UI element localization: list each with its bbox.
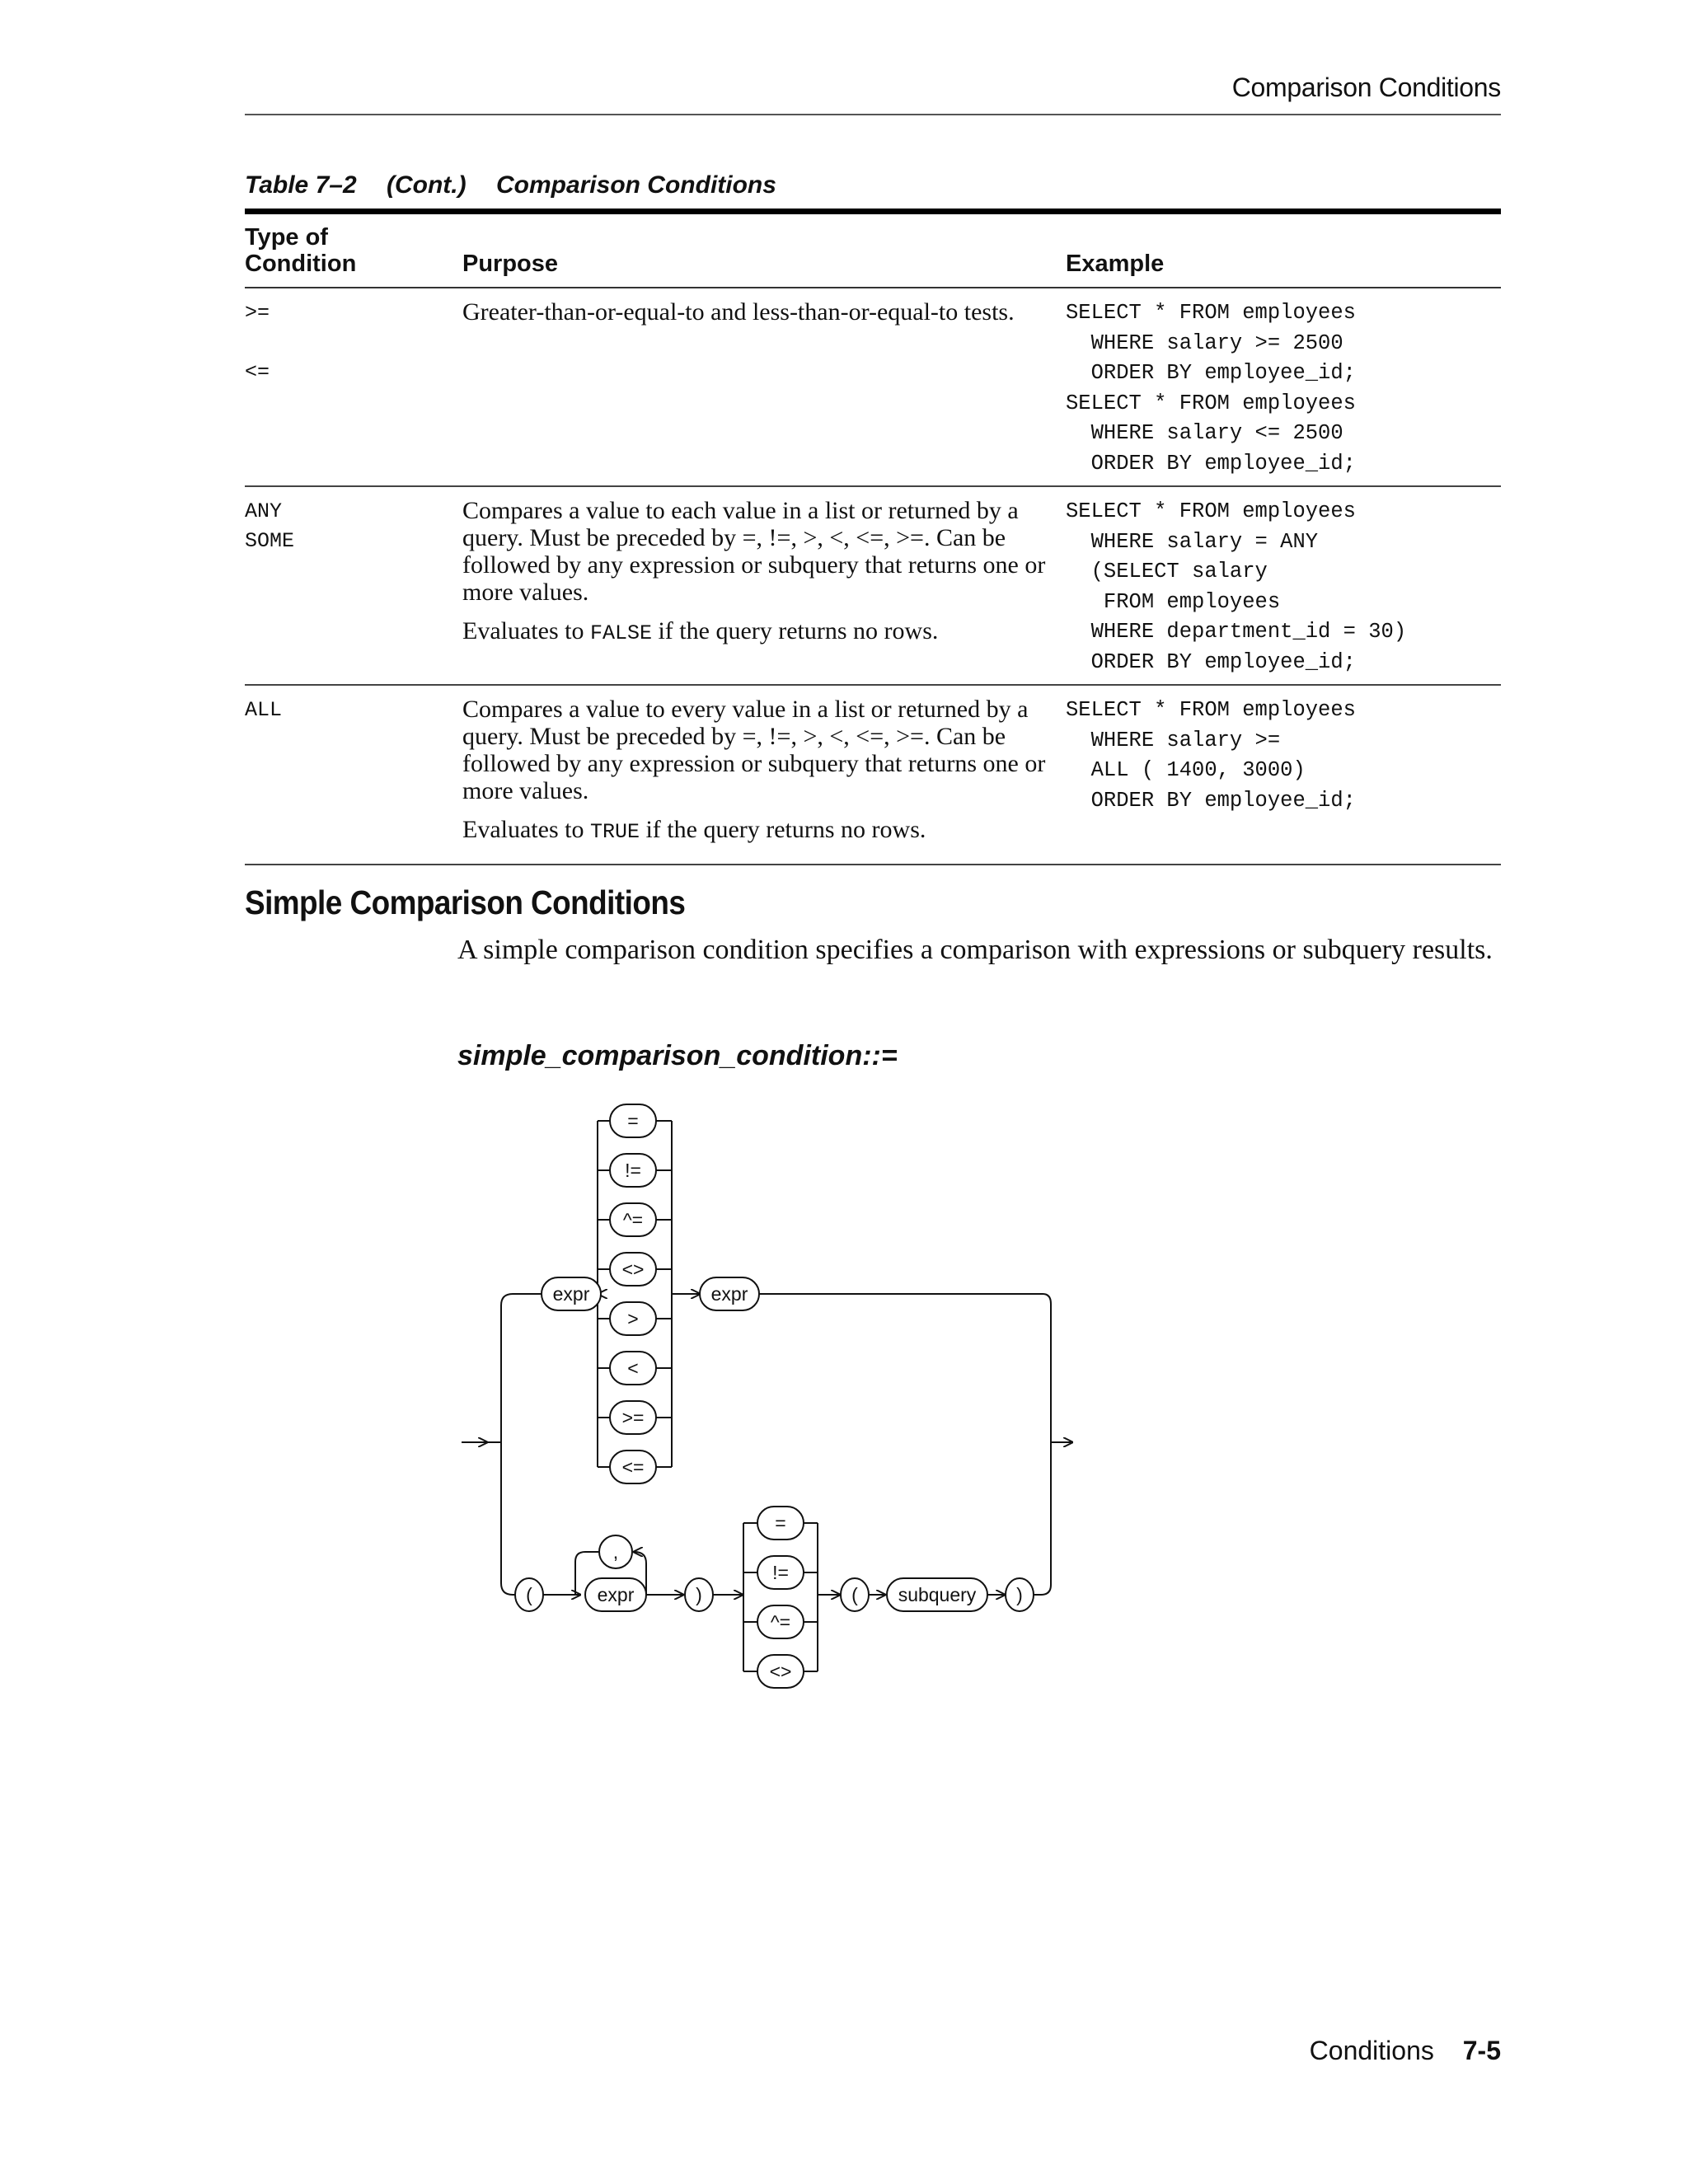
open-paren-node	[841, 1578, 869, 1611]
purpose-cell	[462, 486, 1066, 685]
open-paren-node-label: (	[851, 1584, 858, 1605]
example-cell	[1066, 685, 1501, 865]
operator-node-label: !=	[772, 1562, 789, 1583]
note-text: if the query returns no rows.	[639, 816, 926, 843]
condition-cell: ALL	[245, 698, 283, 722]
comma-node-label: ,	[612, 1541, 619, 1563]
purpose-text: Greater-than-or-equal-to and less-than-or-equal-to tests.	[462, 298, 1015, 326]
syntax-suffix: ::=	[862, 1040, 898, 1071]
close-paren-node	[685, 1578, 713, 1611]
header-type-line1: Type of	[245, 224, 328, 251]
header-type-line2: Condition	[245, 251, 357, 277]
operator-node-label: <	[627, 1357, 639, 1379]
operator-node-label: ^=	[622, 1209, 644, 1230]
note-keyword: FALSE	[589, 621, 652, 645]
purpose-cell	[462, 685, 1066, 865]
comma-node	[599, 1535, 632, 1568]
purpose-note	[462, 816, 1066, 846]
operator-node	[610, 1352, 656, 1385]
example-cell	[1066, 288, 1501, 486]
condition-cell: >= <=	[245, 301, 270, 384]
expr-node	[700, 1277, 759, 1310]
running-head: Comparison Conditions	[1231, 73, 1501, 102]
close-paren-node-label: )	[1016, 1584, 1023, 1605]
table-row	[245, 288, 1501, 486]
comparison-conditions-table	[245, 209, 1501, 865]
operator-node-label: >=	[621, 1407, 645, 1428]
header-purpose: Purpose	[462, 251, 559, 277]
page-footer	[1310, 2036, 1501, 2066]
expr-node-label: expr	[552, 1283, 590, 1305]
example-code: SELECT * FROM employees WHERE salary >= ALL ( 1400, 3000) ORDER BY employee_id;	[1066, 698, 1356, 813]
operator-node	[757, 1556, 804, 1589]
open-paren-node	[515, 1578, 543, 1611]
railroad-diagram	[445, 1088, 1104, 1714]
operator-node	[757, 1655, 804, 1688]
open-paren-node-label: (	[526, 1584, 532, 1605]
operator-node-label: !=	[625, 1160, 641, 1181]
condition-cell: ANY SOME	[245, 499, 295, 553]
operator-node	[610, 1253, 656, 1286]
expr-node	[542, 1277, 601, 1310]
merge-lower	[1034, 1442, 1051, 1595]
note-text: Evaluates to	[462, 816, 590, 843]
example-cell	[1066, 486, 1501, 685]
footer-chapter: Conditions	[1309, 2036, 1434, 2065]
operator-node	[610, 1104, 656, 1137]
operator-node-label: <>	[621, 1258, 645, 1280]
subquery-node	[887, 1578, 987, 1611]
note-keyword: TRUE	[589, 820, 640, 844]
merge-upper	[759, 1294, 1051, 1442]
syntax-name: simple_comparison_condition	[457, 1040, 863, 1071]
branch-lower	[501, 1442, 513, 1595]
operator-node-label: <>	[769, 1661, 792, 1682]
operator-node-label: ^=	[770, 1611, 791, 1633]
example-code: SELECT * FROM employees WHERE salary >= 2500 ORDER BY employee_id; SELECT * FROM employees WHERE salary <= 2500 ORDER BY employee_id;	[1066, 301, 1356, 476]
header-rule	[245, 114, 1501, 115]
expr-node-label: expr	[597, 1584, 635, 1605]
footer-page-number: 7-5	[1462, 2036, 1501, 2065]
purpose-cell	[462, 288, 1066, 486]
operator-node-label: =	[775, 1512, 786, 1534]
header-example: Example	[1066, 251, 1165, 277]
purpose-text: Compares a value to every value in a list or returned by a query. Must be preceded by =, !=, >, <, <=, >=. Can be followed by any expression or subquery that returns one or more values.	[462, 696, 1046, 804]
expr-node-label: expr	[710, 1283, 748, 1305]
expr-node	[585, 1578, 646, 1611]
operator-node-label: =	[627, 1110, 639, 1132]
operator-node	[757, 1605, 804, 1638]
table-header-row	[245, 212, 1501, 288]
operator-node	[610, 1401, 656, 1434]
table-row	[245, 685, 1501, 865]
table-caption-title: Comparison Conditions	[495, 171, 776, 199]
operator-node	[610, 1451, 656, 1483]
header-type-of-condition	[245, 212, 462, 288]
example-code: SELECT * FROM employees WHERE salary = ANY (SELECT salary FROM employees WHERE department_id = 30) ORDER BY employee_id;	[1066, 499, 1407, 674]
note-text: if the query returns no rows.	[651, 617, 939, 644]
section-intro: A simple comparison condition specifies a comparison with expressions or subquery results.	[457, 935, 1493, 965]
subquery-node-label: subquery	[898, 1584, 977, 1605]
close-paren-node-label: )	[696, 1584, 702, 1605]
operator-node	[757, 1507, 804, 1540]
table-caption-number: Table 7–2	[245, 171, 357, 199]
operator-node	[610, 1203, 656, 1236]
syntax-title	[457, 1040, 898, 1072]
branch-upper	[501, 1294, 513, 1442]
purpose-text: Compares a value to each value in a list or returned by a query. Must be preceded by =, !=, >, <, <=, >=. Can be followed by any expression or subquery that returns one or more values.	[462, 497, 1046, 606]
operator-node-label: >	[627, 1308, 639, 1329]
note-text: Evaluates to	[462, 617, 590, 644]
operator-node	[610, 1154, 656, 1187]
table-caption	[245, 171, 799, 199]
operator-node	[610, 1302, 656, 1335]
purpose-note	[462, 617, 1066, 647]
table-caption-cont: (Cont.)	[386, 171, 467, 199]
section-heading: Simple Comparison Conditions	[245, 883, 686, 921]
operator-node-label: <=	[621, 1456, 645, 1478]
close-paren-node	[1006, 1578, 1034, 1611]
table-row	[245, 486, 1501, 685]
